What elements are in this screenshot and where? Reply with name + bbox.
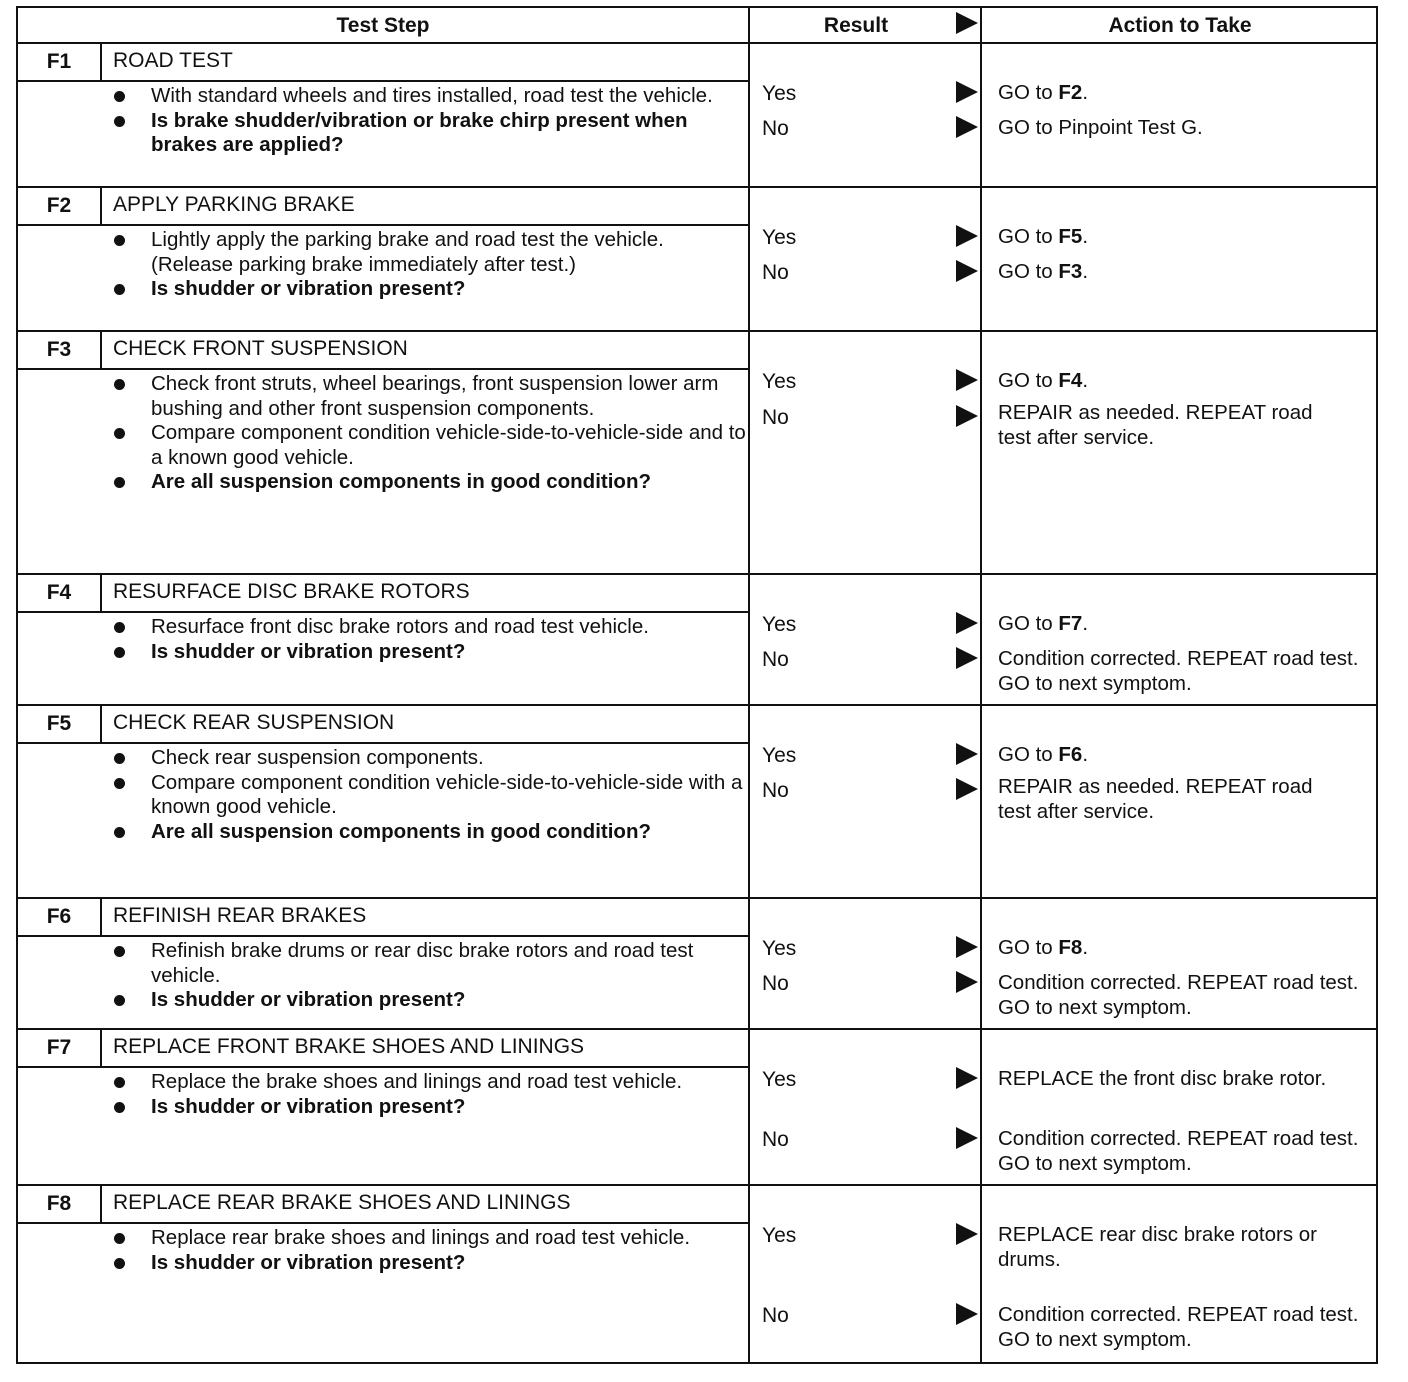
- step-id: F8: [46, 1192, 72, 1215]
- action-text-main: Condition corrected. REPEAT road test. GO to next symptom.: [998, 1127, 1359, 1175]
- action-text-suffix: .: [1082, 225, 1089, 248]
- step-bullet-list: [108, 372, 748, 495]
- action-text: [998, 1066, 1378, 1091]
- action-text-suffix: .: [1082, 369, 1089, 392]
- result-no: No: [762, 779, 789, 802]
- arrow-right-icon: [956, 369, 978, 391]
- result-yes: Yes: [762, 1068, 797, 1091]
- step-id-divider: [100, 706, 102, 742]
- diagnostic-table: [16, 6, 1378, 1364]
- action-step-ref: F2: [1058, 81, 1083, 104]
- arrow-right-icon: [956, 743, 978, 765]
- action-text: [998, 1302, 1378, 1352]
- arrow-right-icon: [956, 1303, 978, 1325]
- step-question: Is shudder or vibration present?: [108, 640, 748, 665]
- action-text-main: Condition corrected. REPEAT road test. GO to next symptom.: [998, 1303, 1359, 1351]
- action-text: [998, 611, 1378, 636]
- action-text-suffix: .: [1082, 743, 1089, 766]
- action-text: [998, 115, 1378, 140]
- header-arrow-icon: [956, 12, 978, 34]
- step-question: Is shudder or vibration present?: [108, 1095, 748, 1120]
- arrow-right-icon: [956, 1127, 978, 1149]
- step-instruction: Check rear suspension components.: [108, 746, 748, 771]
- step-id-divider: [100, 44, 102, 80]
- action-text: [998, 368, 1328, 393]
- header-test-step: Test Step: [336, 14, 430, 37]
- action-text: [998, 970, 1378, 1020]
- result-no: No: [762, 1128, 789, 1151]
- arrow-right-icon: [956, 936, 978, 958]
- header-action: Action to Take: [1108, 14, 1252, 37]
- step-id: F7: [46, 1036, 72, 1059]
- step-question: Is shudder or vibration present?: [108, 277, 748, 302]
- action-text: [998, 935, 1378, 960]
- step-title-divider: [18, 1222, 748, 1224]
- step-instruction: Lightly apply the parking brake and road test the vehicle. (Release parking brake immediately after test.): [108, 228, 748, 277]
- action-text-main: REPLACE the front disc brake rotor.: [998, 1067, 1327, 1090]
- result-yes: Yes: [762, 370, 797, 393]
- action-text-suffix: .: [1082, 81, 1089, 104]
- action-text-main: REPAIR as needed. REPEAT road test after service.: [998, 401, 1313, 449]
- step-bullet-list: [108, 84, 748, 158]
- step-instruction: Compare component condition vehicle-side-to-vehicle-side with a known good vehicle.: [108, 771, 748, 820]
- step-instruction: Replace the brake shoes and linings and road test vehicle.: [108, 1070, 748, 1095]
- action-text-main: GO to Pinpoint Test G.: [998, 116, 1203, 139]
- action-text: [998, 224, 1378, 249]
- arrow-right-icon: [956, 225, 978, 247]
- action-text-main: GO to: [998, 743, 1059, 766]
- action-text: [998, 774, 1328, 824]
- step-id-divider: [100, 899, 102, 935]
- step-title-divider: [18, 80, 748, 82]
- action-text: [998, 400, 1328, 450]
- header-result: Result: [823, 14, 889, 37]
- result-yes: Yes: [762, 226, 797, 249]
- step-id-divider: [100, 575, 102, 611]
- step-title-divider: [18, 935, 748, 937]
- step-id: F6: [46, 905, 72, 928]
- action-text-main: GO to: [998, 936, 1059, 959]
- action-text-main: GO to: [998, 81, 1059, 104]
- arrow-right-icon: [956, 116, 978, 138]
- arrow-right-icon: [956, 1067, 978, 1089]
- step-bullet-list: [108, 1070, 748, 1119]
- step-id-divider: [100, 188, 102, 224]
- result-yes: Yes: [762, 613, 797, 636]
- step-question: Is shudder or vibration present?: [108, 988, 748, 1013]
- step-title: CHECK FRONT SUSPENSION: [113, 337, 408, 360]
- action-text-suffix: .: [1082, 260, 1089, 283]
- action-step-ref: F5: [1058, 225, 1083, 248]
- action-step-ref: F8: [1058, 936, 1083, 959]
- result-yes: Yes: [762, 1224, 797, 1247]
- action-text: [998, 742, 1328, 767]
- step-question: Are all suspension components in good condition?: [108, 470, 748, 495]
- step-instruction: Compare component condition vehicle-side-to-vehicle-side and to a known good vehicle.: [108, 421, 748, 470]
- step-id: F3: [46, 338, 72, 361]
- arrow-right-icon: [956, 778, 978, 800]
- action-text-main: GO to: [998, 260, 1059, 283]
- result-no: No: [762, 972, 789, 995]
- action-text: [998, 80, 1378, 105]
- step-bullet-list: [108, 228, 748, 302]
- result-no: No: [762, 1304, 789, 1327]
- step-title-divider: [18, 1066, 748, 1068]
- arrow-right-icon: [956, 260, 978, 282]
- step-title: REPLACE FRONT BRAKE SHOES AND LININGS: [113, 1035, 585, 1058]
- result-yes: Yes: [762, 82, 797, 105]
- step-instruction: Replace rear brake shoes and linings and road test vehicle.: [108, 1226, 748, 1251]
- action-step-ref: F6: [1058, 743, 1083, 766]
- step-id: F5: [46, 712, 72, 735]
- step-bullet-list: [108, 1226, 748, 1275]
- step-id: F2: [46, 194, 72, 217]
- action-step-ref: F4: [1058, 369, 1083, 392]
- step-title: APPLY PARKING BRAKE: [113, 193, 355, 216]
- step-instruction: Check front struts, wheel bearings, front suspension lower arm bushing and other front suspension components.: [108, 372, 748, 421]
- result-no: No: [762, 648, 789, 671]
- step-id-divider: [100, 1186, 102, 1222]
- action-text-main: REPAIR as needed. REPEAT road test after service.: [998, 775, 1313, 823]
- step-id: F4: [46, 581, 72, 604]
- step-id-divider: [100, 1030, 102, 1066]
- step-id: F1: [46, 50, 72, 73]
- result-no: No: [762, 261, 789, 284]
- arrow-right-icon: [956, 81, 978, 103]
- step-title: REPLACE REAR BRAKE SHOES AND LININGS: [113, 1191, 571, 1214]
- action-text-main: Condition corrected. REPEAT road test. GO to next symptom.: [998, 971, 1359, 1019]
- step-title-divider: [18, 224, 748, 226]
- step-question: Is brake shudder/vibration or brake chirp present when brakes are applied?: [108, 109, 748, 158]
- action-text-main: GO to: [998, 369, 1059, 392]
- step-instruction: With standard wheels and tires installed, road test the vehicle.: [108, 84, 748, 109]
- action-text: [998, 1222, 1378, 1272]
- step-question: Is shudder or vibration present?: [108, 1251, 748, 1276]
- step-id-divider: [100, 332, 102, 368]
- column-divider-action: [980, 8, 982, 1364]
- step-title: REFINISH REAR BRAKES: [113, 904, 367, 927]
- arrow-right-icon: [956, 647, 978, 669]
- step-bullet-list: [108, 615, 748, 664]
- action-text-main: GO to: [998, 225, 1059, 248]
- arrow-right-icon: [956, 612, 978, 634]
- arrow-right-icon: [956, 971, 978, 993]
- result-yes: Yes: [762, 937, 797, 960]
- result-no: No: [762, 117, 789, 140]
- step-bullet-list: [108, 939, 748, 1013]
- result-yes: Yes: [762, 744, 797, 767]
- action-text-main: Condition corrected. REPEAT road test. GO to next symptom.: [998, 647, 1359, 695]
- action-step-ref: F7: [1058, 612, 1083, 635]
- action-text: [998, 259, 1378, 284]
- action-text-main: REPLACE rear disc brake rotors or drums.: [998, 1223, 1318, 1271]
- arrow-right-icon: [956, 405, 978, 427]
- result-no: No: [762, 406, 789, 429]
- action-text-suffix: .: [1082, 612, 1089, 635]
- action-text-suffix: .: [1082, 936, 1089, 959]
- step-title: ROAD TEST: [113, 49, 233, 72]
- action-text: [998, 1126, 1378, 1176]
- step-question: Are all suspension components in good condition?: [108, 820, 748, 845]
- step-title: CHECK REAR SUSPENSION: [113, 711, 395, 734]
- step-instruction: Refinish brake drums or rear disc brake rotors and road test vehicle.: [108, 939, 748, 988]
- column-divider-result: [748, 8, 750, 1364]
- step-instruction: Resurface front disc brake rotors and road test vehicle.: [108, 615, 748, 640]
- arrow-right-icon: [956, 1223, 978, 1245]
- action-step-ref: F3: [1058, 260, 1083, 283]
- step-bullet-list: [108, 746, 748, 844]
- action-text-main: GO to: [998, 612, 1059, 635]
- action-text: [998, 646, 1378, 696]
- step-title-divider: [18, 742, 748, 744]
- step-title-divider: [18, 368, 748, 370]
- step-title-divider: [18, 611, 748, 613]
- step-title: RESURFACE DISC BRAKE ROTORS: [113, 580, 470, 603]
